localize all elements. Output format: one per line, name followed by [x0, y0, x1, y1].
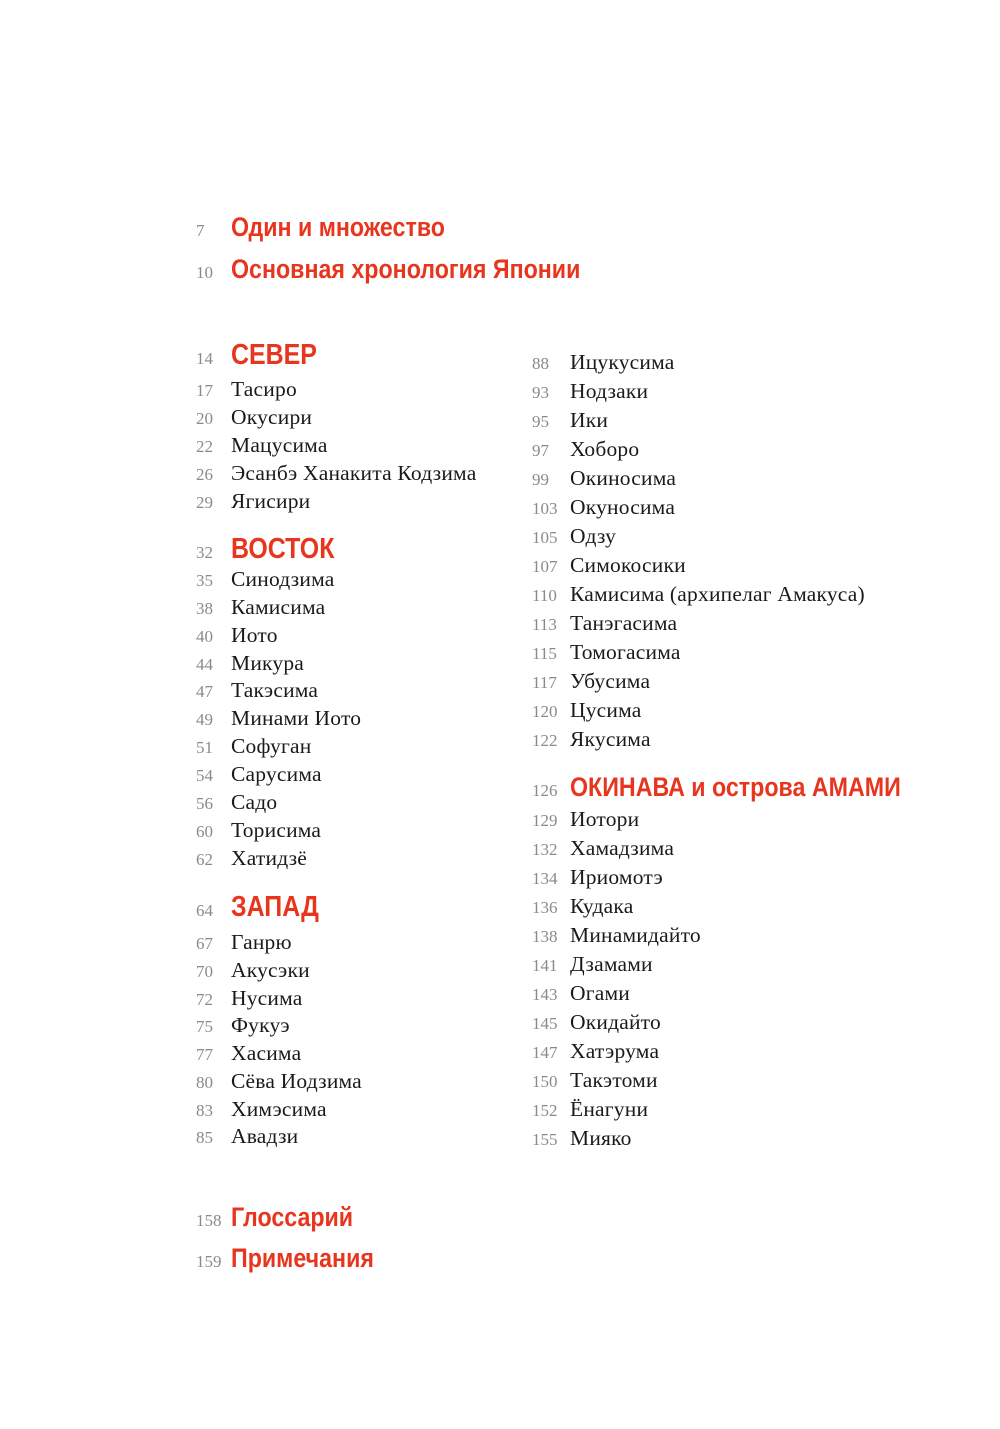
toc-item[interactable]: [532, 611, 677, 636]
toc-item[interactable]: [196, 1097, 327, 1122]
page-number: 97: [532, 441, 549, 460]
entry-title: Примечания: [231, 1243, 374, 1273]
toc-item[interactable]: [532, 894, 633, 919]
item-title: Синодзима: [231, 567, 335, 591]
item-title: Ёнагуни: [570, 1097, 649, 1121]
page-number: 159: [196, 1252, 222, 1271]
page-number: 155: [532, 1130, 558, 1149]
page-number: 105: [532, 528, 558, 547]
item-title: Хатэрума: [570, 1039, 660, 1063]
item-title: Такэтоми: [570, 1068, 658, 1092]
toc-item[interactable]: [196, 461, 476, 486]
toc-item[interactable]: [532, 640, 681, 665]
item-title: Огами: [570, 981, 630, 1005]
toc-entry-glossary[interactable]: [196, 1202, 373, 1233]
page-number: 83: [196, 1101, 213, 1120]
page-number: 40: [196, 627, 213, 646]
item-title: Камисима (архипелаг Амакуса): [570, 582, 865, 606]
item-title: Хамадзима: [570, 836, 675, 860]
item-title: Дзамами: [570, 952, 653, 976]
item-title: Ириомотэ: [570, 865, 663, 889]
toc-item[interactable]: [196, 377, 297, 402]
page-number: 75: [196, 1017, 213, 1036]
toc-item[interactable]: [532, 1068, 658, 1093]
item-title: Окуносима: [570, 495, 676, 519]
toc-item[interactable]: [532, 669, 650, 694]
section-heading-east[interactable]: [196, 533, 351, 566]
item-title: Ики: [570, 408, 609, 432]
item-title: Одзу: [570, 524, 617, 548]
page-number: 14: [196, 349, 213, 368]
toc-entry-notes[interactable]: [196, 1243, 397, 1274]
item-title: Танэгасима: [570, 611, 678, 635]
item-title: Микура: [231, 651, 305, 675]
page-number: 110: [532, 586, 557, 605]
toc-item[interactable]: [532, 807, 639, 832]
page-number: 22: [196, 437, 213, 456]
page-number: 17: [196, 381, 213, 400]
page-number: 26: [196, 465, 213, 484]
toc-item[interactable]: [196, 623, 278, 648]
page-number: 7: [196, 221, 205, 240]
item-title: Якусима: [570, 727, 651, 751]
page-number: 77: [196, 1045, 213, 1064]
page-number: 80: [196, 1073, 213, 1092]
toc-item[interactable]: [532, 466, 676, 491]
item-title: Тасиро: [231, 377, 297, 401]
toc-item[interactable]: [196, 595, 325, 620]
item-title: Кудака: [570, 894, 634, 918]
page-number: 60: [196, 822, 213, 841]
item-title: Хасима: [231, 1041, 302, 1065]
entry-title: Основная хронология Японии: [231, 254, 581, 284]
page-number: 67: [196, 934, 213, 953]
item-title: Мияко: [570, 1126, 632, 1150]
toc-item[interactable]: [532, 923, 701, 948]
toc-item[interactable]: [196, 734, 312, 759]
item-title: Иотори: [570, 807, 640, 831]
toc-item[interactable]: [196, 651, 304, 676]
item-title: Ганрю: [231, 930, 292, 954]
item-title: Окусири: [231, 405, 313, 429]
toc-item[interactable]: [532, 350, 675, 375]
toc-item[interactable]: [196, 790, 277, 815]
page-number: 136: [532, 898, 558, 917]
toc-item[interactable]: [196, 958, 310, 983]
item-title: Авадзи: [231, 1124, 299, 1148]
item-title: Эсанбэ Ханакита Кодзима: [231, 461, 477, 485]
page-number: 64: [196, 901, 213, 920]
item-title: Нодзаки: [570, 379, 649, 403]
toc-item[interactable]: [532, 379, 648, 404]
page-number: 117: [532, 673, 557, 692]
toc-item[interactable]: [196, 433, 328, 458]
toc-item[interactable]: [532, 524, 616, 549]
section-heading-north[interactable]: [196, 339, 331, 372]
page-number: 93: [532, 383, 549, 402]
page-number: 62: [196, 850, 213, 869]
item-title: Томогасима: [570, 640, 681, 664]
page-number: 32: [196, 543, 213, 562]
item-title: Сарусима: [231, 762, 322, 786]
toc-item[interactable]: [532, 408, 608, 433]
page-number: 138: [532, 927, 558, 946]
item-title: Окидайто: [570, 1010, 661, 1034]
page-number: 20: [196, 409, 213, 428]
toc-item[interactable]: [196, 818, 321, 843]
page-number: 107: [532, 557, 558, 576]
toc-item[interactable]: [532, 698, 642, 723]
item-title: Такэсима: [231, 678, 319, 702]
page-number: 115: [532, 644, 557, 663]
toc-item[interactable]: [532, 495, 675, 520]
page-number: 88: [532, 354, 549, 373]
toc-item[interactable]: [532, 1039, 659, 1064]
item-title: Софуган: [231, 734, 312, 758]
page-number: 143: [532, 985, 558, 1004]
toc-item[interactable]: [196, 489, 310, 514]
section-title: ЗАПАД: [231, 891, 319, 923]
page-number: 38: [196, 599, 213, 618]
page-number: 99: [532, 470, 549, 489]
toc-item[interactable]: [196, 567, 334, 592]
section-heading-okinawa[interactable]: [532, 772, 955, 803]
toc-item[interactable]: [196, 1069, 362, 1094]
page-number: 145: [532, 1014, 558, 1033]
toc-item[interactable]: [532, 437, 639, 462]
item-title: Симокосики: [570, 553, 686, 577]
item-title: Мацусима: [231, 433, 328, 457]
page-number: 132: [532, 840, 558, 859]
toc-item[interactable]: [196, 1124, 298, 1149]
toc-item[interactable]: [532, 1126, 632, 1151]
item-title: Хатидзё: [231, 846, 308, 870]
page-number: 54: [196, 766, 213, 785]
section-title: ОКИНАВА и острова АМАМИ: [570, 772, 901, 802]
page-number: 35: [196, 571, 213, 590]
toc-item[interactable]: [532, 1097, 648, 1122]
page-number: 51: [196, 738, 213, 757]
section-title: СЕВЕР: [231, 339, 317, 371]
page-number: 95: [532, 412, 549, 431]
toc-item[interactable]: [532, 981, 630, 1006]
page-number: 29: [196, 493, 213, 512]
toc-item[interactable]: [196, 846, 307, 871]
item-title: Цусима: [570, 698, 642, 722]
entry-title: Один и множество: [231, 212, 445, 242]
item-title: Хоборо: [570, 437, 640, 461]
item-title: Минамидайто: [570, 923, 701, 947]
page-number: 152: [532, 1101, 558, 1120]
toc-item[interactable]: [532, 1010, 661, 1035]
page-number: 158: [196, 1211, 222, 1230]
item-title: Ягисири: [231, 489, 311, 513]
toc-item[interactable]: [532, 952, 653, 977]
page-number: 141: [532, 956, 558, 975]
toc-item[interactable]: [532, 727, 651, 752]
page-number: 150: [532, 1072, 558, 1091]
entry-title: Глоссарий: [231, 1202, 354, 1232]
item-title: Нусима: [231, 986, 303, 1010]
toc-item[interactable]: [532, 865, 663, 890]
item-title: Садо: [231, 790, 278, 814]
item-title: Фукуэ: [231, 1013, 290, 1037]
section-title: ВОСТОК: [231, 533, 335, 565]
page-number: 120: [532, 702, 558, 721]
toc-item[interactable]: [196, 762, 322, 787]
page-number: 122: [532, 731, 558, 750]
item-title: Сёва Иодзима: [231, 1069, 362, 1093]
page-number: 126: [532, 781, 558, 800]
page-number: 47: [196, 682, 213, 701]
item-title: Окиносима: [570, 466, 677, 490]
toc-item[interactable]: [196, 706, 361, 731]
toc-item[interactable]: [196, 930, 292, 955]
item-title: Химэсима: [231, 1097, 327, 1121]
toc-item[interactable]: [196, 678, 318, 703]
page-number: 72: [196, 990, 213, 1009]
toc-item[interactable]: [532, 553, 686, 578]
page-number: 147: [532, 1043, 558, 1062]
page-number: 56: [196, 794, 213, 813]
toc-item[interactable]: [196, 405, 312, 430]
toc-item[interactable]: [196, 986, 303, 1011]
page-number: 10: [196, 263, 213, 282]
item-title: Торисима: [231, 818, 322, 842]
page-number: 44: [196, 655, 213, 674]
page-number: 49: [196, 710, 213, 729]
toc-item[interactable]: [196, 1013, 290, 1038]
section-heading-west[interactable]: [196, 891, 333, 924]
item-title: Минами Иото: [231, 706, 362, 730]
toc-item[interactable]: [532, 836, 674, 861]
toc-item[interactable]: [532, 582, 865, 607]
page-number: 134: [532, 869, 558, 888]
page-number: 85: [196, 1128, 213, 1147]
item-title: Иото: [231, 623, 278, 647]
item-title: Ицукусима: [570, 350, 675, 374]
page-number: 113: [532, 615, 557, 634]
item-title: Акусэки: [231, 958, 310, 982]
item-title: Камисима: [231, 595, 326, 619]
item-title: Убусима: [570, 669, 651, 693]
page-number: 129: [532, 811, 558, 830]
page-number: 70: [196, 962, 213, 981]
toc-item[interactable]: [196, 1041, 301, 1066]
toc-entry-intro[interactable]: [196, 212, 480, 243]
page-number: 103: [532, 499, 558, 518]
toc-entry-chronology[interactable]: [196, 254, 637, 285]
